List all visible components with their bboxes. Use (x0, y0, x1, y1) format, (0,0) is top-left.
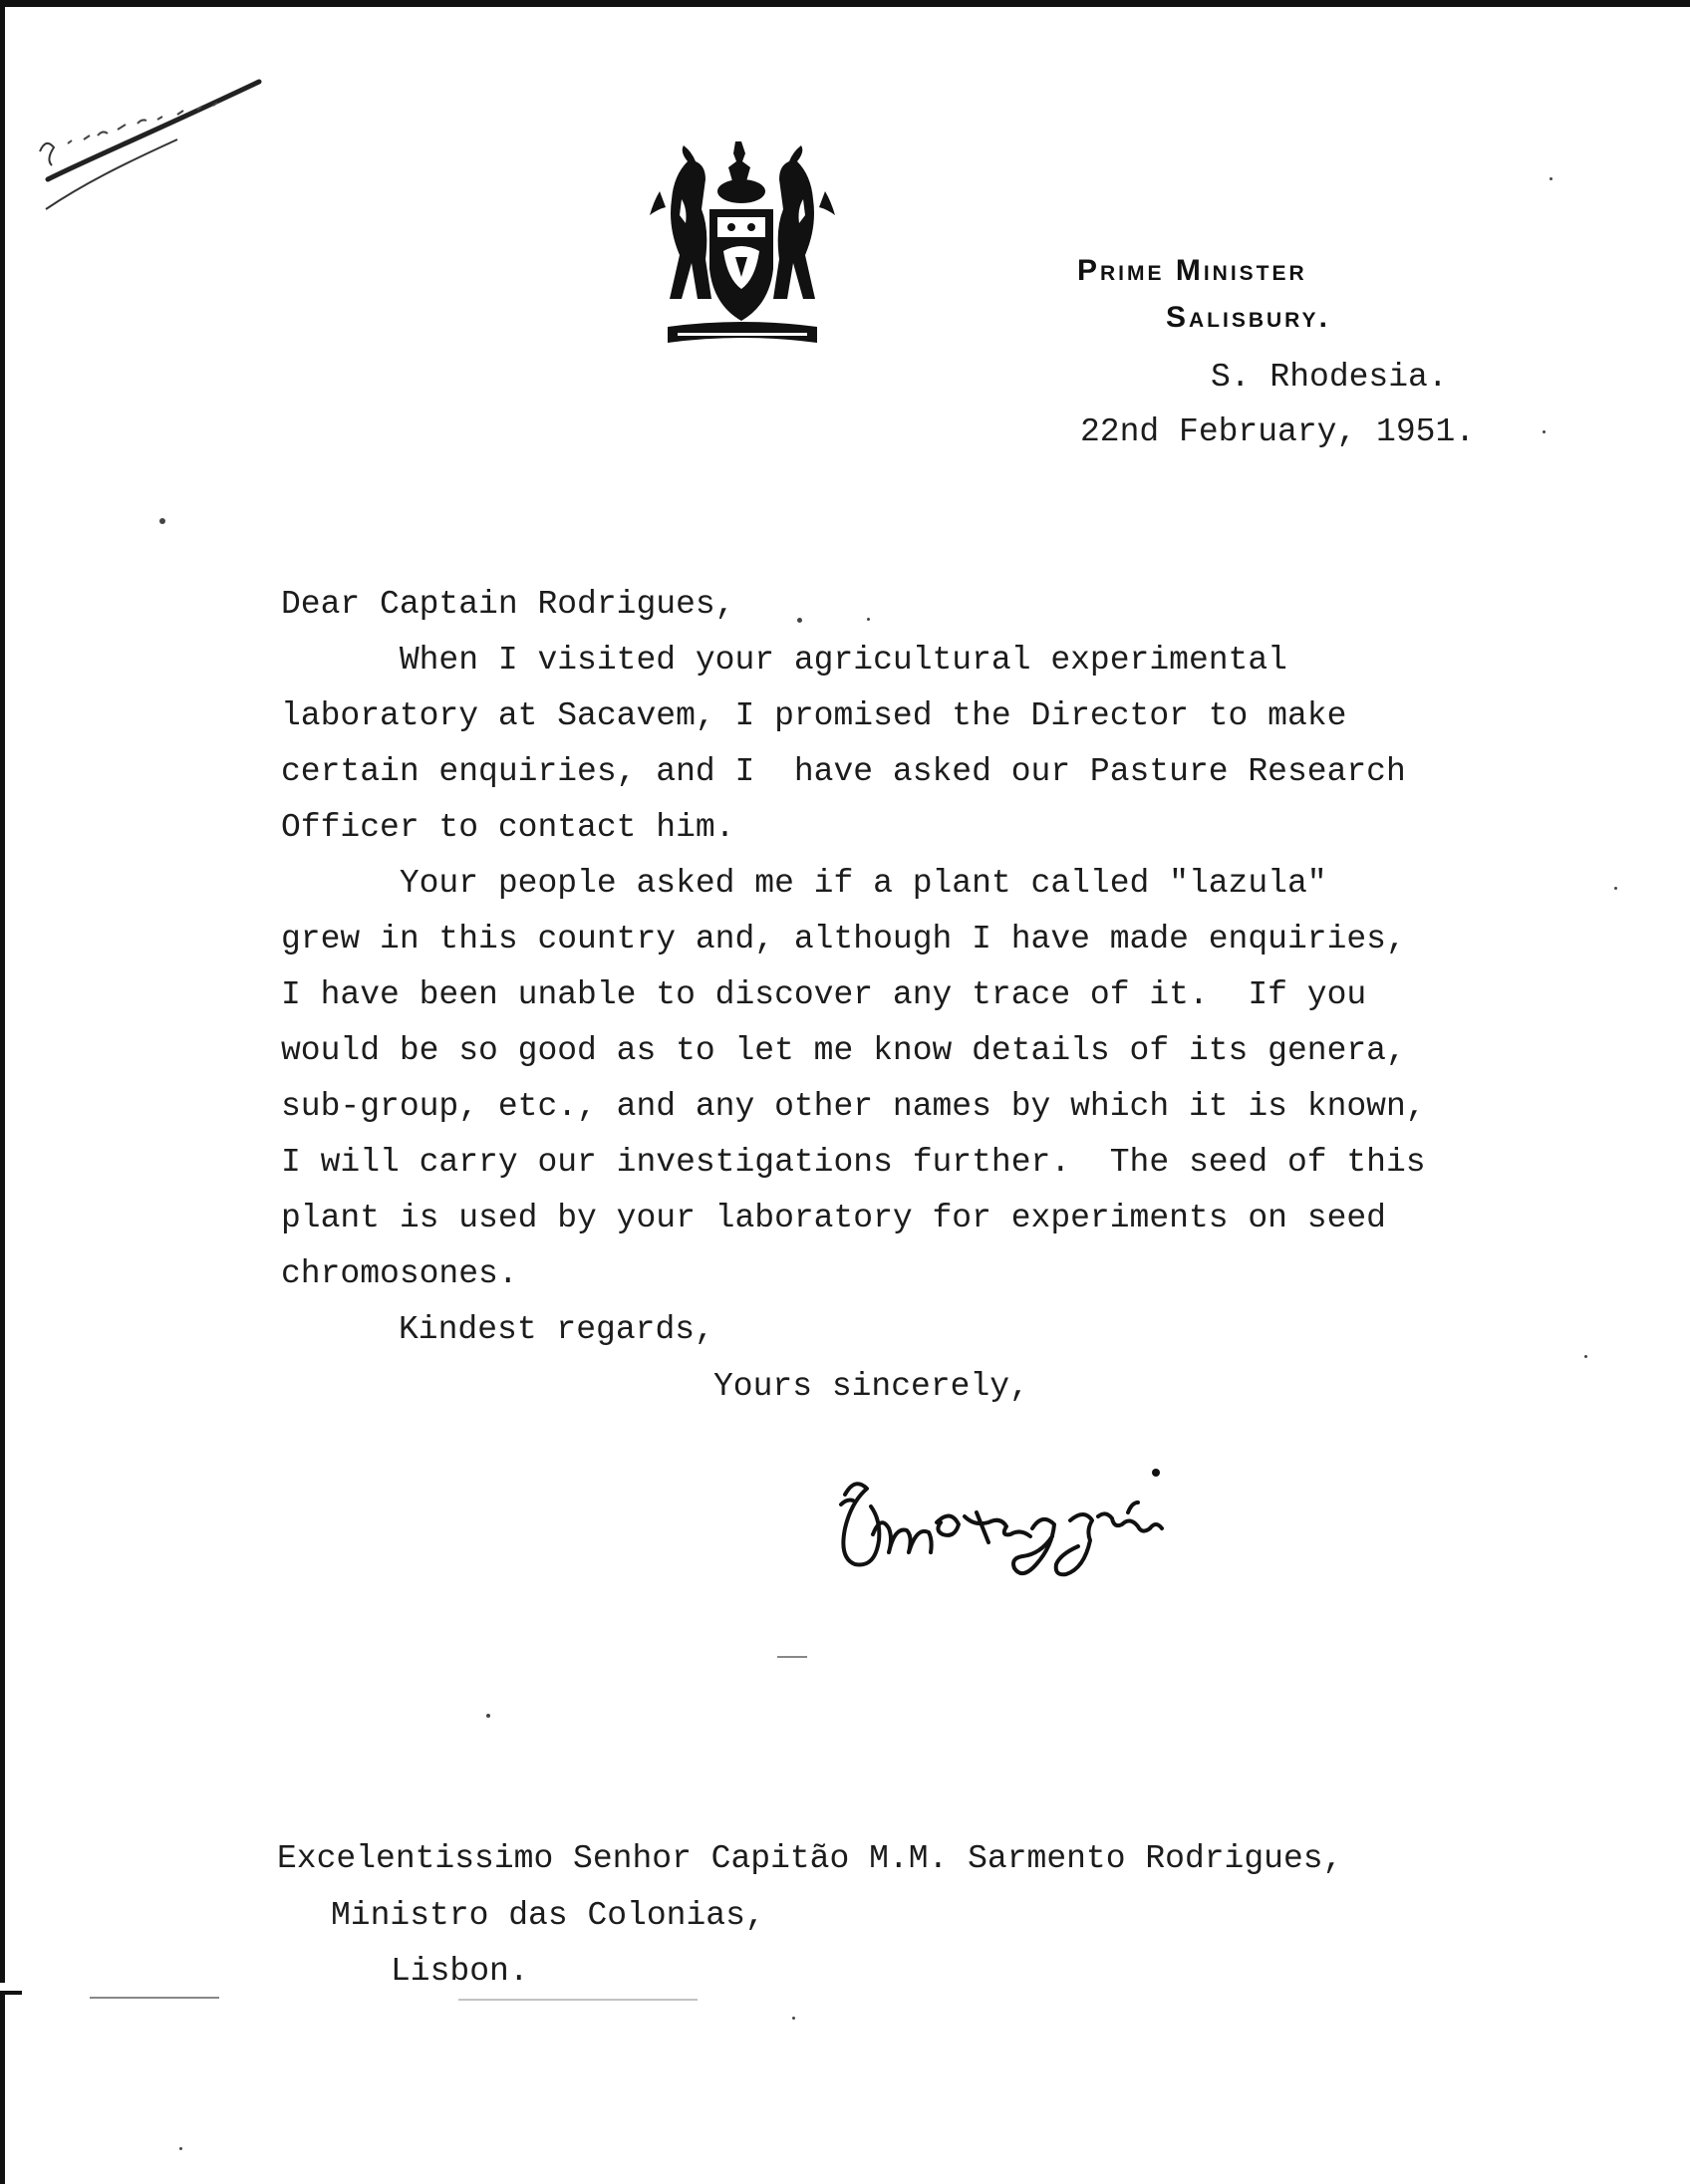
letterhead-city: Salisbury. (1166, 301, 1330, 334)
paragraph-line: Your people asked me if a plant called "lazula" (281, 865, 1327, 902)
scan-edge-tick (0, 1991, 22, 1995)
scan-dash (777, 1656, 807, 1658)
paragraph-line: I will carry our investigations further. The seed of this (281, 1144, 1426, 1181)
letter-place: S. Rhodesia. (1211, 359, 1448, 396)
body-paragraph-2 (281, 856, 1426, 1302)
scan-top-edge (0, 0, 1690, 7)
letterhead-title: Prime Minister (1077, 254, 1307, 287)
scan-speck (792, 2017, 795, 2020)
paragraph-line: laboratory at Sacavem, I promised the Director to make (281, 697, 1347, 734)
paragraph-line: sub-group, etc., and any other names by which it is known, (281, 1088, 1426, 1125)
scan-speck (1584, 1355, 1587, 1358)
scan-speck (1543, 430, 1546, 433)
paragraph-line: When I visited your agricultural experimental (281, 642, 1287, 679)
paragraph-line: would be so good as to let me know details of its genera, (281, 1032, 1406, 1069)
scan-speck (1614, 887, 1617, 890)
paragraph-line: chromosones. (281, 1255, 518, 1292)
valediction: Yours sincerely, (713, 1368, 1029, 1405)
paragraph-line: grew in this country and, although I have made enquiries, (281, 921, 1406, 957)
scan-dash (90, 1997, 219, 1999)
paragraph-line: Officer to contact him. (281, 809, 735, 846)
addressee-line-2: Ministro das Colonias, (331, 1897, 765, 1934)
handwritten-annotation-icon (28, 60, 267, 229)
coat-of-arms-icon (648, 139, 837, 349)
paragraph-line: plant is used by your laboratory for experiments on seed (281, 1200, 1386, 1236)
body-paragraph-1 (281, 633, 1406, 856)
scan-speck (179, 2147, 182, 2150)
scan-speck (797, 618, 802, 623)
addressee-line-3: Lisbon. (391, 1953, 529, 1990)
paragraph-line: certain enquiries, and I have asked our Pasture Research (281, 753, 1406, 790)
scan-left-edge (0, 0, 5, 1983)
salutation: Dear Captain Rodrigues, (281, 586, 735, 623)
scan-dash (458, 1999, 698, 2001)
scan-speck (867, 618, 870, 621)
handwritten-signature (827, 1465, 1206, 1604)
addressee-line-1: Excelentissimo Senhor Capitão M.M. Sarmento Rodrigues, (277, 1840, 1343, 1877)
scan-left-edge-lower (0, 1991, 5, 2184)
letter-date: 22nd February, 1951. (1080, 413, 1476, 450)
closing: Kindest regards, (399, 1311, 714, 1348)
scan-speck (1549, 177, 1552, 180)
scan-speck (159, 518, 165, 524)
scan-speck (486, 1714, 490, 1718)
paragraph-line: I have been unable to discover any trace of it. If you (281, 976, 1367, 1013)
